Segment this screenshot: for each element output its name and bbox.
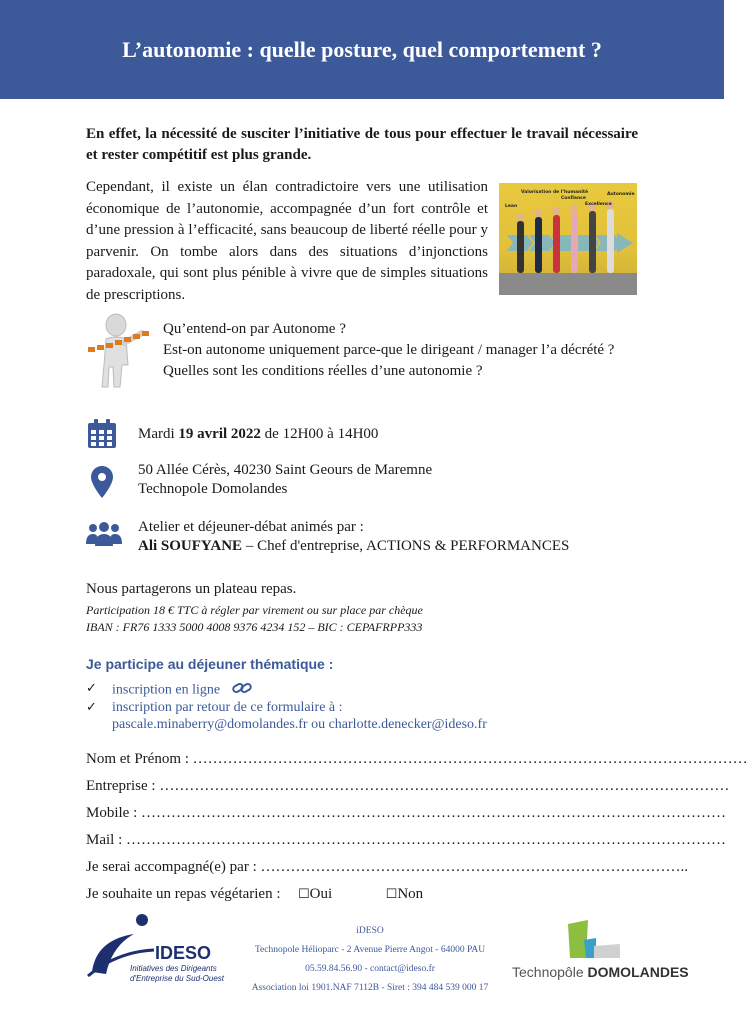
host-line-1: Atelier et déjeuner-débat animés par : <box>138 519 364 535</box>
address-line-1: 50 Allée Cérès, 40230 Saint Geours de Maremne <box>138 462 433 478</box>
participation-text: Participation 18 € TTC à régler par virement ou sur place par chèque <box>86 603 423 617</box>
footer-phone-email: 05.59.84.56.90 - contact@ideso.fr <box>305 964 435 974</box>
plateau-text: Nous partagerons un plateau repas. <box>86 581 297 597</box>
location-pin-icon <box>91 466 113 503</box>
form-row-entreprise[interactable] <box>86 778 730 795</box>
photo-label-confiance: Confiance <box>561 196 586 201</box>
group-people-icon <box>86 522 122 551</box>
form-row-vegetarien <box>86 886 423 903</box>
ideso-logo-text: IDESO <box>155 943 212 963</box>
team-arrow-illustration <box>499 183 637 295</box>
mail-label: Mail : <box>86 832 126 848</box>
non-label: Non <box>397 886 424 902</box>
non-checkbox[interactable]: ☐ <box>385 887 398 902</box>
mail-fill-line[interactable]: ………………………………………………………………………………………………………… <box>126 832 726 848</box>
check-icon: ✓ <box>86 699 97 714</box>
form-row-accompagne[interactable] <box>86 859 688 876</box>
vegetarien-label: Je souhaite un repas végétarien : <box>86 886 281 902</box>
form-row-mail[interactable] <box>86 832 726 849</box>
footer-org: iDESO <box>356 926 384 936</box>
entreprise-label: Entreprise : <box>86 778 160 794</box>
event-date-bold: 19 avril 2022 <box>178 426 261 442</box>
host-line-2: Ali SOUFYANE – Chef d'entreprise, ACTIONS & PERFORMANCES <box>138 538 570 554</box>
intro-bold-text: En effet, la nécessité de susciter l’initiative de tous pour effectuer le travail nécessaire et rester compétitif est plus grande. <box>86 126 638 163</box>
entreprise-fill-line[interactable]: …………………………………………………………………………………………………… <box>159 778 730 794</box>
mobile-fill-line[interactable]: ……………………………………………………………………………………………………… <box>141 805 726 821</box>
option-retour: inscription par retour de ce formulaire à : pascale.minaberry@domolandes.fr ou charlotte.denecker@ideso.fr <box>112 700 487 732</box>
question-2: Est-on autonome uniquement parce-que le dirigeant / manager l’a décrété ? <box>163 342 615 358</box>
event-date: Mardi 19 avril 2022 de 12H00 à 14H00 <box>138 426 379 442</box>
photo-label-autonomie: Autonomie <box>607 192 635 197</box>
photo-label-excellence: Excellence <box>585 202 612 207</box>
event-host <box>138 518 658 556</box>
question-3: Quelles sont les conditions réelles d’une autonomie ? <box>163 363 483 379</box>
photo-label-lean: Lean <box>505 204 518 209</box>
title-banner <box>0 0 724 99</box>
footer-address: Technopole Hélioparc - 2 Avenue Pierre Angot - 64000 PAU <box>254 945 486 955</box>
participe-heading: Je participe au déjeuner thématique : <box>86 656 334 672</box>
event-address <box>138 461 658 499</box>
host-name: Ali SOUFYANE <box>138 538 243 554</box>
page-title: L’autonomie : quelle posture, quel comportement ? <box>122 36 602 62</box>
iban-text: IBAN : FR76 1333 5000 4008 9376 4234 152 – BIC : CEPAFRPP333 <box>86 620 423 634</box>
team-arrow-photo <box>499 183 637 295</box>
nom-label: Nom et Prénom : <box>86 751 193 767</box>
oui-label: Oui <box>309 886 333 902</box>
online-registration-link[interactable]: inscription en ligne <box>112 682 221 698</box>
oui-checkbox[interactable]: ☐ <box>298 887 310 902</box>
footer-contact <box>230 922 510 998</box>
intro-paragraph: Cependant, il existe un élan contradictoire vers une utilisation économique de l’autonomie, accompagnée d’un fort contrôle et d’une pression à l’efficacité, sans beaucoup de liberté réelle pour y parvenir. On tombe alors dans des situations d’injonctions paradoxale, qui sont plus pénible à vivre que de simples situations de prescriptions. <box>86 179 488 303</box>
figure-with-chain-icon <box>86 313 156 389</box>
footer-legal: Association loi 1901.NAF 7112B - Siret : 394 484 539 000 17 <box>251 983 489 993</box>
ideso-logo-tagline: Initiatives des Dirigeants d'Entreprise du Sud-Ouest <box>130 964 225 983</box>
domolandes-logo-mark <box>566 918 622 962</box>
form-row-nom[interactable] <box>86 751 748 768</box>
check-icon: ✓ <box>86 680 97 695</box>
domolandes-logo-text: Technopôle DOMOLANDES <box>512 964 689 980</box>
calendar-icon <box>86 418 118 455</box>
question-list <box>163 319 643 382</box>
question-1: Qu’entend-on par Autonome ? <box>163 321 346 337</box>
accompagne-label: Je serai accompagné(e) par : <box>86 859 261 875</box>
nom-fill-line[interactable]: ………………………………………………………………………………………………… <box>192 751 748 767</box>
option-online <box>112 680 252 701</box>
registration-emails[interactable]: pascale.minaberry@domolandes.fr ou charlotte.denecker@ideso.fr <box>112 717 487 732</box>
accompagne-fill-line[interactable]: ………………………………………………………………………….. <box>260 859 688 875</box>
address-line-2: Technopole Domolandes <box>138 481 288 497</box>
mobile-label: Mobile : <box>86 805 141 821</box>
photo-label-valorisation: Valorisation de l’humanité <box>521 190 589 195</box>
form-row-mobile[interactable] <box>86 805 726 822</box>
link-icon[interactable] <box>232 680 252 701</box>
